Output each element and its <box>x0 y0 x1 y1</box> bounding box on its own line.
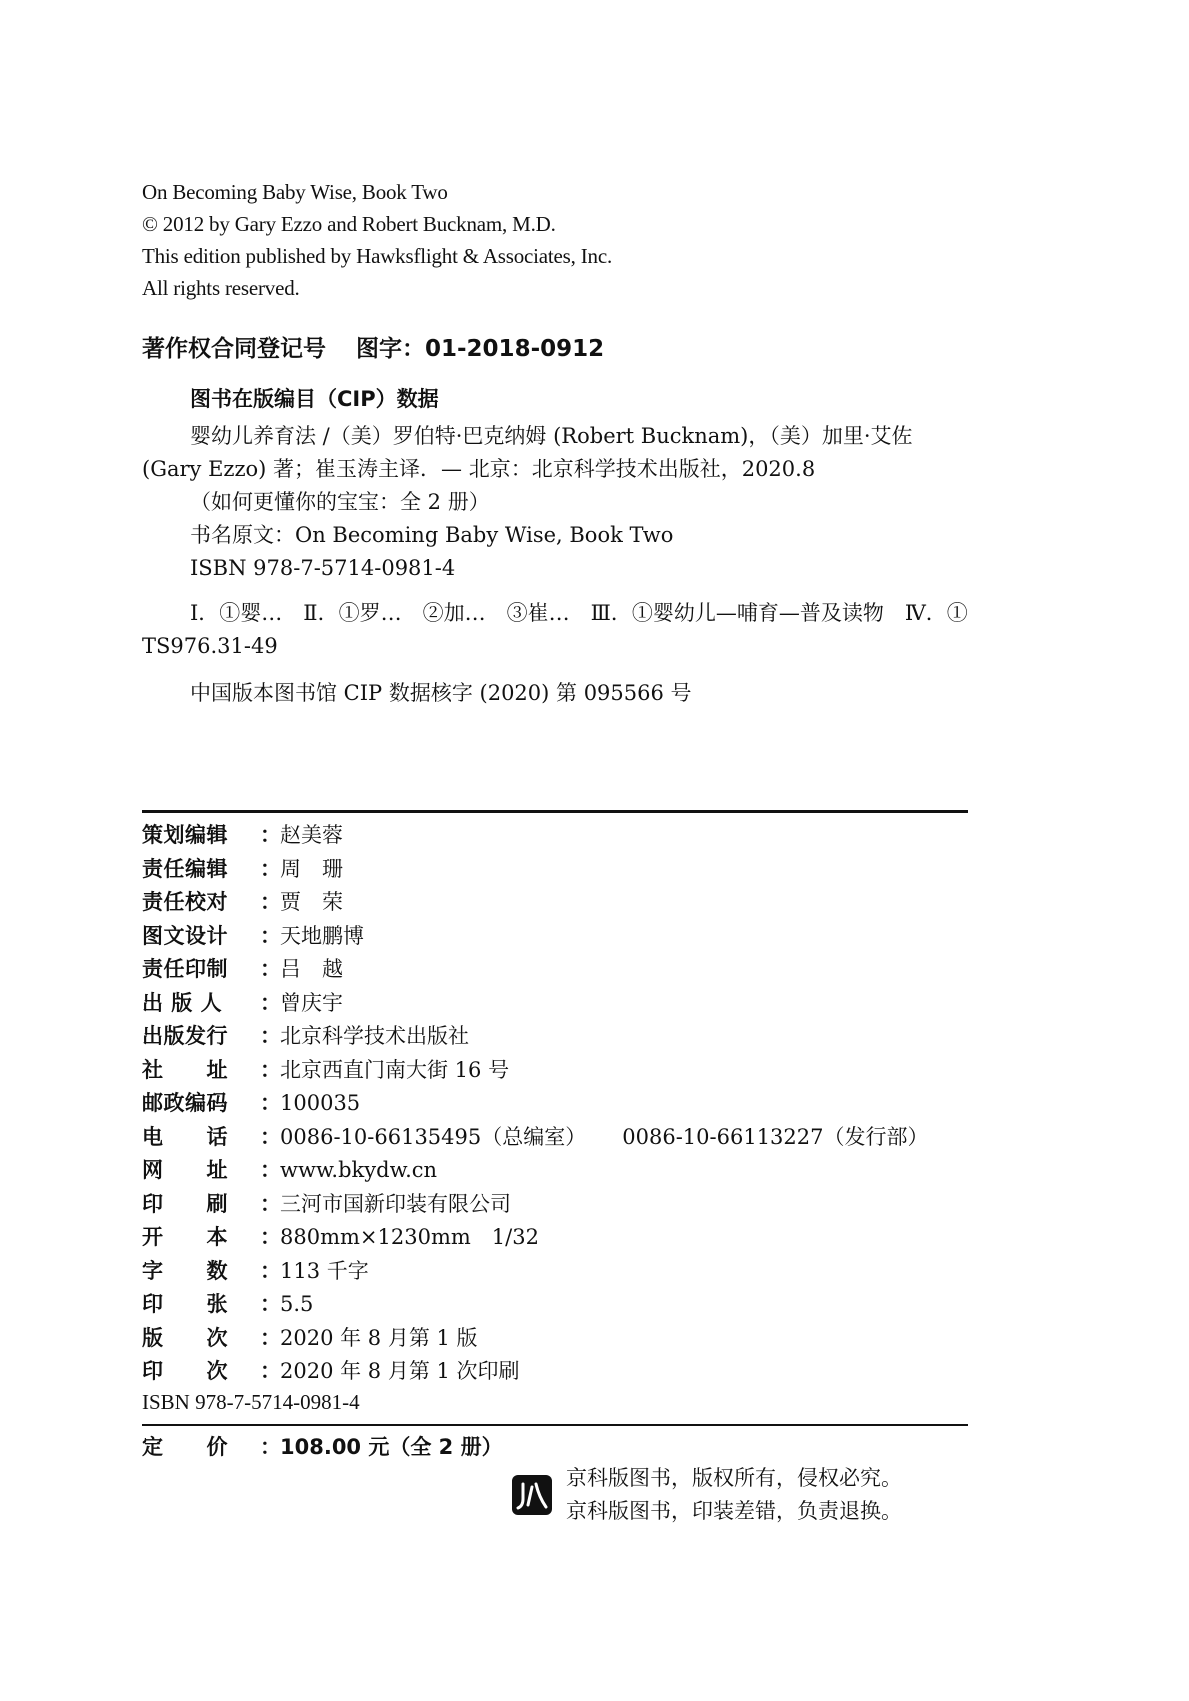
credit-value: 880mm×1230mm 1/32 <box>280 1225 539 1249</box>
credit-row: 字 数 ： 113 千字 <box>142 1255 968 1289</box>
phone-editorial: 0086-10-66135495（总编室） <box>280 1124 587 1149</box>
price-value: 108.00 元（全 2 册） <box>280 1435 503 1459</box>
credit-label: 责任编辑 <box>142 856 228 881</box>
credit-row: 印 张 ： 5.5 <box>142 1288 968 1322</box>
credit-value: 113 千字 <box>280 1258 369 1283</box>
credit-value <box>280 1121 929 1155</box>
credit-label: 电 话 <box>142 1124 228 1149</box>
credit-label: 策划编辑 <box>142 823 228 847</box>
credit-row: 责任校对 ： 贾 荣 <box>142 886 968 920</box>
credit-label: 责任校对 <box>142 890 228 914</box>
price-label: 定 价 <box>142 1435 228 1459</box>
credit-value: 贾 荣 <box>280 890 343 914</box>
cip-entry: 婴幼儿养育法 /（美）罗伯特·巴克纳姆 (Robert Bucknam)，（美）加里·艾佐 (Gary Ezzo) 著；崔玉涛主译．— 北京：北京科学技术出版社，2020.8 <box>142 424 913 481</box>
credit-row: 策划编辑 ： 赵美蓉 <box>142 819 968 853</box>
cip-series: （如何更懂你的宝宝：全 2 册） <box>190 490 490 514</box>
credit-value: 天地鹏博 <box>280 923 364 948</box>
credit-value: 2020 年 8 月第 1 次印刷 <box>280 1359 520 1383</box>
credit-row: 电 话 ： 0086-10-66135495（总编室） 0086-10-66113227（发行部） <box>142 1121 968 1155</box>
divider-top <box>142 810 968 813</box>
contract-label: 著作权合同登记号 <box>142 336 326 362</box>
credit-value: 2020 年 8 月第 1 版 <box>280 1325 478 1350</box>
credit-row: 网 址 ： www.bkydw.cn <box>142 1154 968 1188</box>
credit-label: 图文设计 <box>142 923 228 948</box>
credit-label: 印 次 <box>142 1359 228 1383</box>
credit-row: 出 版 人 ： 曾庆宇 <box>142 987 968 1021</box>
credit-label: 印 刷 <box>142 1191 228 1216</box>
credit-label: 邮政编码 <box>142 1091 228 1115</box>
credit-row: 社 址 ： 北京西直门南大街 16 号 <box>142 1054 968 1088</box>
credit-value: 吕 越 <box>280 957 343 981</box>
price-row: 定 价 ： 108.00 元（全 2 册） <box>142 1431 503 1461</box>
credit-row: 印 刷 ： 三河市国新印装有限公司 <box>142 1188 968 1222</box>
original-title-line: On Becoming Baby Wise, Book Two <box>142 180 448 204</box>
credit-label: 出 版 人 <box>142 990 223 1015</box>
isbn-line: ISBN 978-7-5714-0981-4 <box>142 1390 360 1414</box>
credit-label: 网 址 <box>142 1158 228 1182</box>
rights-block <box>142 176 612 304</box>
credit-label: 印 张 <box>142 1292 228 1316</box>
publisher-logo-icon <box>512 1475 552 1515</box>
credit-value: 赵美蓉 <box>280 823 343 847</box>
credits-list <box>142 819 968 1389</box>
cip-classification: Ⅰ．①婴… Ⅱ．①罗… ②加… ③崔… Ⅲ．①婴幼儿—哺育—普及读物 Ⅳ．① TS976.31-49 <box>142 601 968 658</box>
credit-label: 版 次 <box>142 1325 228 1350</box>
credit-row: 开 本 ： 880mm×1230mm 1/32 <box>142 1221 968 1255</box>
cip-title: 图书在版编目（CIP）数据 <box>190 387 439 411</box>
publisher-notice <box>512 1462 902 1528</box>
credit-row: 邮政编码 ： 100035 <box>142 1087 968 1121</box>
notice-line-returns: 京科版图书，印装差错，负责退换。 <box>566 1499 902 1523</box>
credit-row: 图文设计 ： 天地鹏博 <box>142 920 968 954</box>
contract-registration <box>142 330 604 363</box>
credit-row: 印 次 ： 2020 年 8 月第 1 次印刷 <box>142 1355 968 1389</box>
copyright-line: © 2012 by Gary Ezzo and Robert Bucknam, M.D. <box>142 212 556 236</box>
edition-line: This edition published by Hawksflight & Associates, Inc. <box>142 244 612 268</box>
reserved-line: All rights reserved. <box>142 276 300 300</box>
credit-label: 出版发行 <box>142 1024 228 1048</box>
credit-value: 曾庆宇 <box>280 990 343 1015</box>
cip-library-record: 中国版本图书馆 CIP 数据核字 (2020) 第 095566 号 <box>190 681 692 705</box>
cip-original-title: 书名原文：On Becoming Baby Wise, Book Two <box>190 523 674 547</box>
credit-value: 三河市国新印装有限公司 <box>280 1191 511 1216</box>
credit-row: 责任印制 ： 吕 越 <box>142 953 968 987</box>
divider-bottom <box>142 1424 968 1426</box>
credit-value: 周 珊 <box>280 856 343 881</box>
credit-label: 字 数 <box>142 1258 228 1283</box>
credit-label: 社 址 <box>142 1057 228 1082</box>
credit-value: 北京西直门南大街 16 号 <box>280 1057 510 1082</box>
credit-value: 5.5 <box>280 1292 314 1316</box>
credit-value: 100035 <box>280 1091 361 1115</box>
phone-distribution: 0086-10-66113227（发行部） <box>622 1124 929 1149</box>
credit-value: www.bkydw.cn <box>280 1158 438 1182</box>
credit-row: 版 次 ： 2020 年 8 月第 1 版 <box>142 1322 968 1356</box>
cip-body <box>142 420 968 710</box>
cip-isbn: ISBN 978-7-5714-0981-4 <box>190 556 456 580</box>
contract-number: 图字：01-2018-0912 <box>356 336 605 362</box>
credit-row: 责任编辑 ： 周 珊 <box>142 853 968 887</box>
credit-value: 北京科学技术出版社 <box>280 1024 469 1048</box>
credit-row: 出版发行 ： 北京科学技术出版社 <box>142 1020 968 1054</box>
credit-label: 责任印制 <box>142 957 228 981</box>
credit-label: 开 本 <box>142 1225 228 1249</box>
notice-line-copyright: 京科版图书，版权所有，侵权必究。 <box>566 1466 902 1490</box>
